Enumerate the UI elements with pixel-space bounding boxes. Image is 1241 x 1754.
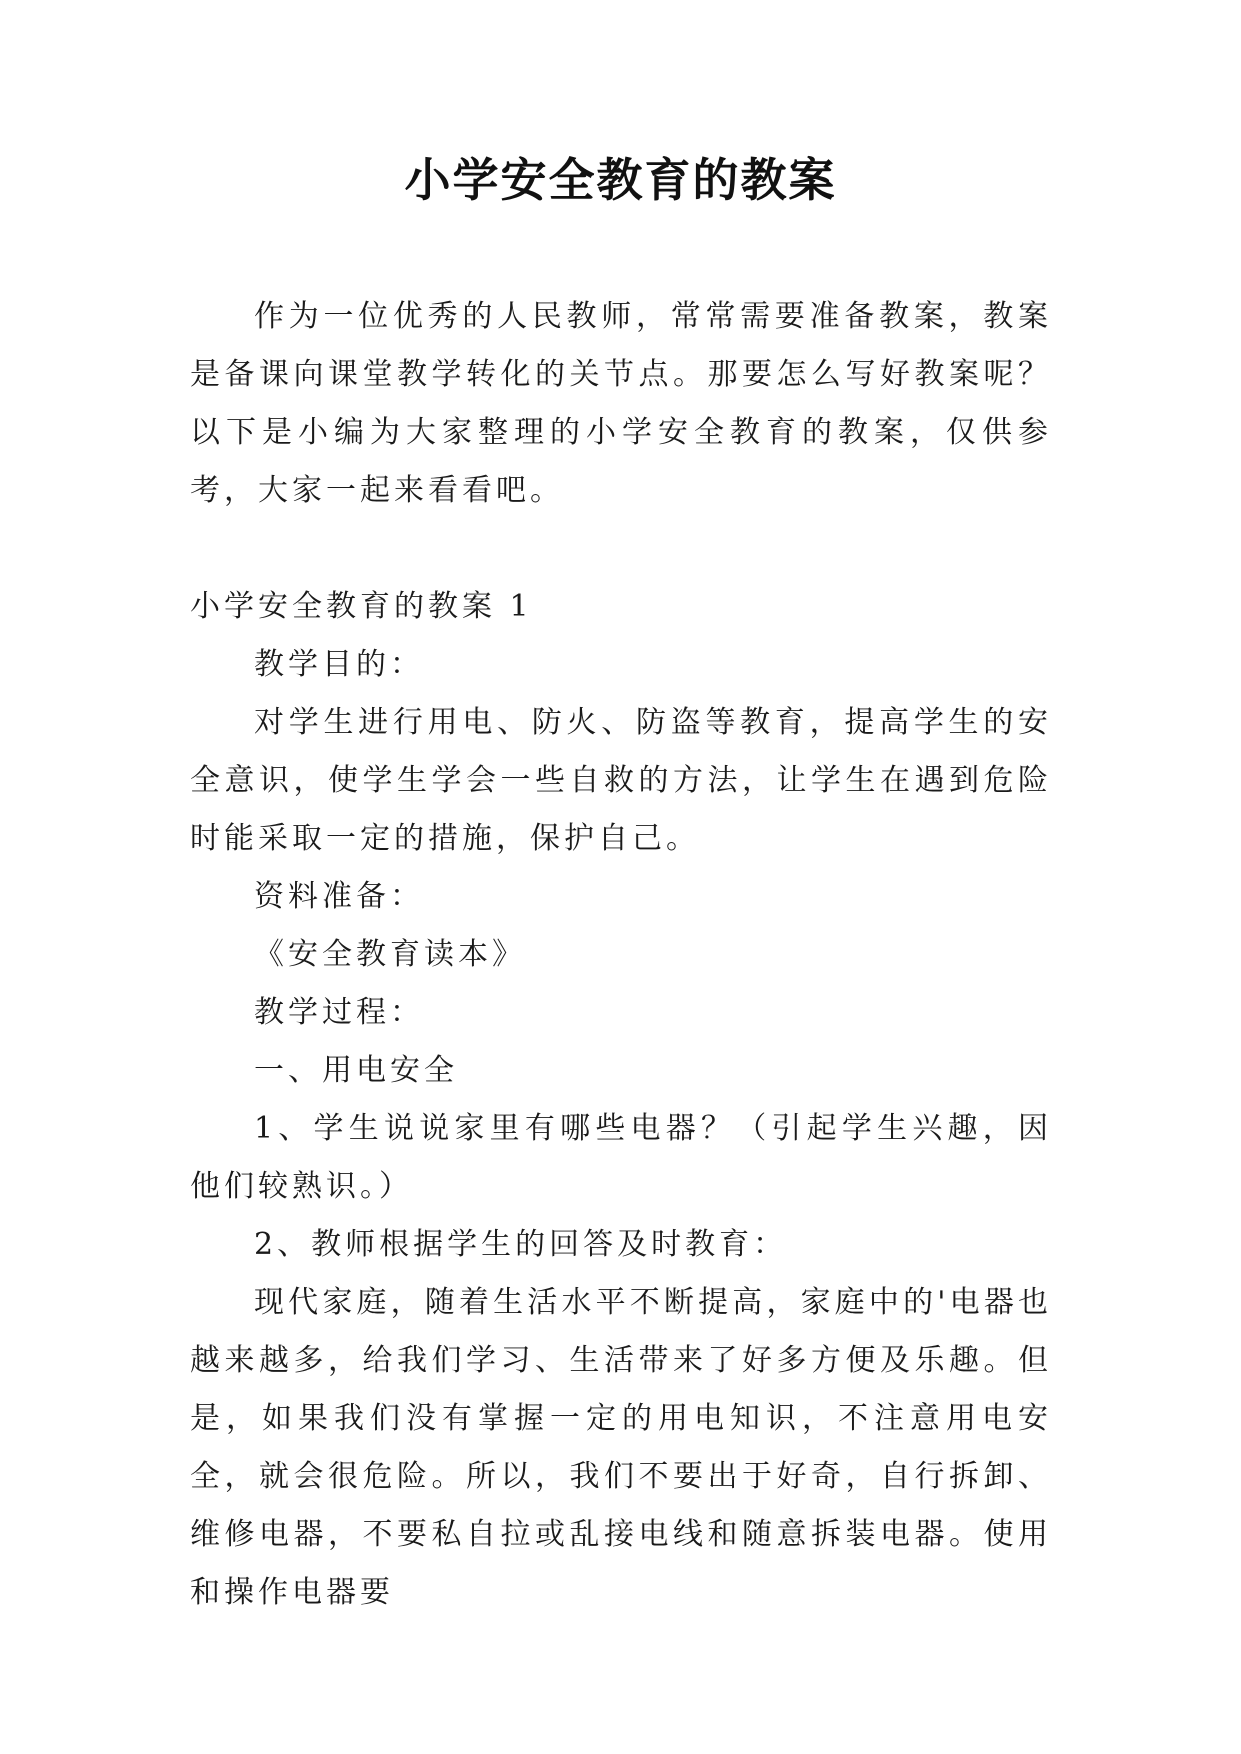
intro-paragraph: 作为一位优秀的人民教师，常常需要准备教案，教案是备课向课堂教学转化的关节点。那要怎么写好教案呢？以下是小编为大家整理的小学安全教育的教案，仅供参考，大家一起来看看吧。 [190,299,1052,508]
step-2: 2、教师根据学生的回答及时教育： [254,1227,788,1262]
document-title: 小学安全教育的教案 [404,153,837,207]
intro-section [190,288,1052,520]
materials-text: 《安全教育读本》 [254,937,526,972]
lesson-1-section [190,578,1052,1622]
lesson-heading: 小学安全教育的教案 1 [190,589,533,624]
materials-label: 资料准备： [254,879,424,914]
step-1: 1、学生说说家里有哪些电器？（引起学生兴趣，因他们较熟识。） [190,1111,1052,1204]
body-paragraph: 现代家庭，随着生活水平不断提高，家庭中的'电器也越来越多，给我们学习、生活带来了好多方便及乐趣。但是，如果我们没有掌握一定的用电知识，不注意用电安全，就会很危险。所以，我们不要出于好奇，自行拆卸、维修电器，不要私自拉或乱接电线和随意拆装电器。使用和操作电器要 [190,1285,1052,1610]
goal-label: 教学目的： [254,647,424,682]
process-label: 教学过程： [254,995,424,1030]
goal-paragraph: 对学生进行用电、防火、防盗等教育，提高学生的安全意识，使学生学会一些自救的方法，让学生在遇到危险时能采取一定的措施，保护自己。 [190,705,1052,856]
part-1-heading: 一、用电安全 [254,1053,458,1088]
